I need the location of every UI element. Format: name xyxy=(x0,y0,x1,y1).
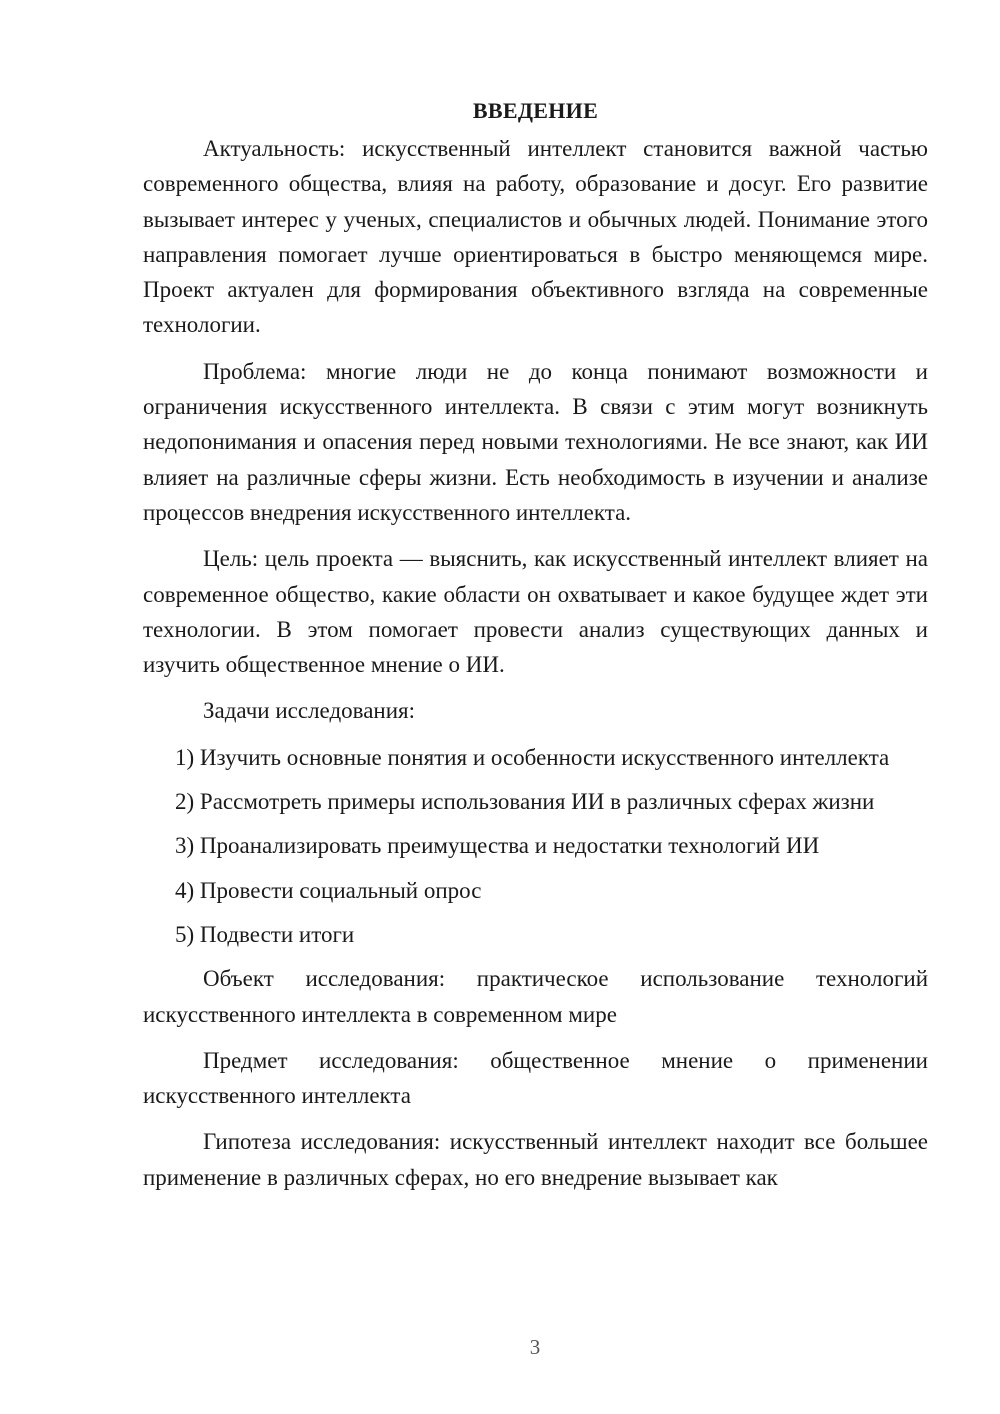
paragraph-relevance: Актуальность: искусственный интеллект становится важной частью современного общества, влияя на работу, образование и досуг. Его развитие вызывает интерес у ученых, специалистов и обычных людей. Понимание этого направления помогает лучше ориентироваться в быстро меняющемся мире. Проект актуален для формирования объективного взгляда на современные технологии. xyxy=(143,136,928,338)
paragraph-hypothesis: Гипотеза исследования: искусственный интеллект находит все большее применение в различных сферах, но его внедрение вызывает как xyxy=(143,1129,928,1190)
tasks-list xyxy=(143,740,928,952)
list-item: 2) Рассмотреть примеры использования ИИ в различных сферах жизни xyxy=(175,789,875,815)
tasks-heading: Задачи исследования: xyxy=(203,698,416,724)
paragraph-problem: Проблема: многие люди не до конца понимают возможности и ограничения искусственного интеллекта. В связи с этим могут возникнуть недопонимания и опасения перед новыми технологиями. Не все знают, как ИИ влияет на различные сферы жизни. Есть необходимость в изучении и анализе процессов внедрения искусственного интеллекта. xyxy=(143,358,928,525)
paragraph-subject: Предмет исследования: общественное мнение о применении искусственного интеллекта xyxy=(143,1047,928,1109)
document-body xyxy=(143,96,928,1206)
list-item: 1) Изучить основные понятия и особенности искусственного интеллекта xyxy=(175,744,890,770)
paragraph-goal: Цель: цель проекта — выяснить, как искусственный интеллект влияет на современное общество, какие области он охватывает и какое будущее ждет эти технологии. В этом помогает провести анализ существующих данных и изучить общественное мнение о ИИ. xyxy=(143,546,928,678)
list-item: 3) Проанализировать преимущества и недостатки технологий ИИ xyxy=(175,833,820,859)
paragraph-object: Объект исследования: практическое использование технологий искусственного интеллекта в современном мире xyxy=(143,966,928,1027)
page-number: 3 xyxy=(529,1335,541,1359)
page-title: ВВЕДЕНИЕ xyxy=(472,98,599,123)
list-item: 4) Провести социальный опрос xyxy=(175,877,482,903)
list-item: 5) Подвести итоги xyxy=(175,921,355,947)
